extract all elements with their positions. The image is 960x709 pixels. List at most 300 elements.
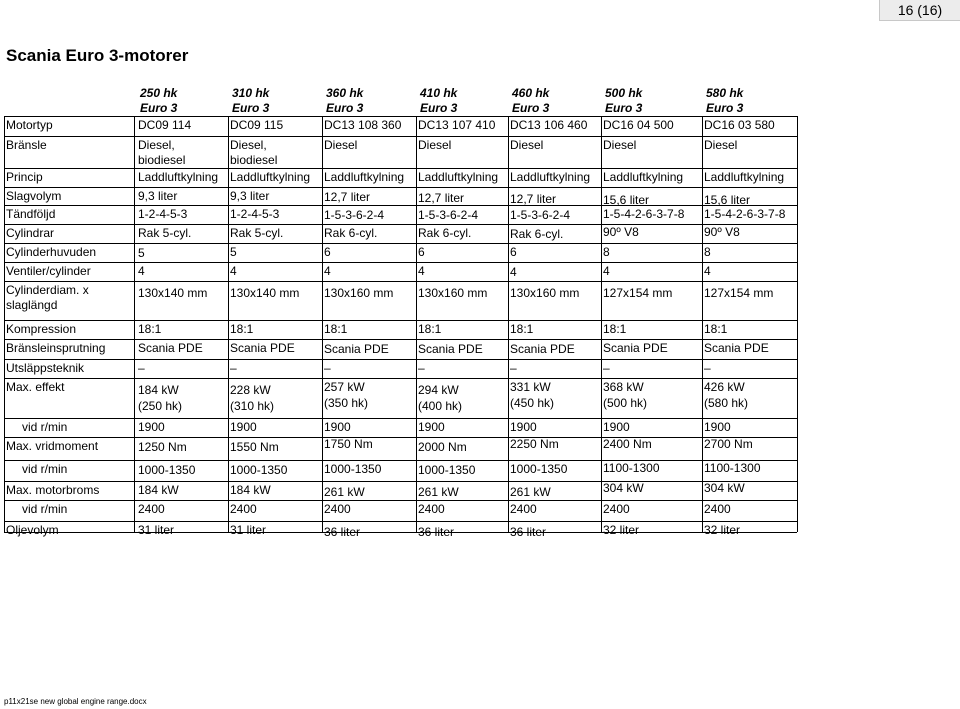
table-cell-line: 6 bbox=[510, 245, 517, 259]
table-cell-line: DC16 03 580 bbox=[704, 118, 775, 132]
table-cell-line: 1900 bbox=[138, 420, 165, 434]
row-label-line: Ventiler/cylinder bbox=[6, 264, 91, 278]
column-header-hp: 580 hk bbox=[706, 86, 744, 100]
table-cell bbox=[510, 361, 517, 376]
table-cell bbox=[704, 193, 750, 208]
row-label bbox=[6, 380, 64, 395]
table-cell-line: – bbox=[603, 361, 610, 375]
row-label-line: Max. vridmoment bbox=[6, 439, 99, 453]
table-cell-line: 1900 bbox=[324, 420, 351, 434]
table-cell bbox=[138, 170, 218, 185]
table-cell-line: 184 kW bbox=[138, 383, 179, 397]
table-cell-line: Laddluftkylning bbox=[324, 170, 405, 184]
table-cell-line: Diesel bbox=[603, 138, 637, 152]
table-cell bbox=[418, 226, 471, 241]
table-cell bbox=[418, 463, 475, 478]
table-cell bbox=[324, 420, 351, 435]
table-cell bbox=[603, 193, 649, 208]
row-label bbox=[6, 523, 59, 538]
table-cell-line: 6 bbox=[418, 245, 425, 259]
table-cell bbox=[704, 225, 740, 240]
table-cell-line: DC09 114 bbox=[138, 118, 192, 132]
column-header-hp: 500 hk bbox=[605, 86, 643, 100]
table-cell-line: 9,3 liter bbox=[230, 189, 270, 203]
table-cell bbox=[603, 118, 674, 133]
row-label-line: Max. motorbroms bbox=[6, 483, 100, 497]
table-cell bbox=[324, 502, 351, 517]
table-cell bbox=[704, 264, 711, 279]
table-cell-line: 1000-1350 bbox=[324, 462, 382, 476]
table-cell bbox=[230, 226, 283, 241]
table-cell bbox=[324, 118, 401, 133]
table-cell bbox=[418, 342, 483, 357]
column-header-hp: 310 hk bbox=[232, 86, 270, 100]
table-rule bbox=[4, 224, 797, 225]
table-cell-line: Rak 5-cyl. bbox=[138, 226, 192, 240]
row-label bbox=[6, 264, 91, 279]
table-rule bbox=[4, 481, 797, 482]
table-cell-line: 15,6 liter bbox=[704, 193, 751, 207]
table-cell bbox=[704, 207, 785, 222]
table-cell bbox=[324, 462, 381, 477]
table-cell-line: Laddluftkylning bbox=[418, 170, 499, 184]
table-cell bbox=[418, 361, 425, 376]
table-cell-line: 2400 bbox=[603, 502, 630, 516]
table-cell bbox=[418, 502, 445, 517]
table-cell-line: 2400 Nm bbox=[603, 437, 652, 451]
table-cell bbox=[230, 207, 279, 222]
row-label bbox=[6, 283, 89, 313]
table-cell bbox=[603, 138, 636, 153]
table-cell bbox=[418, 170, 498, 185]
table-cell-line: 4 bbox=[230, 264, 237, 278]
table-rule bbox=[4, 281, 797, 282]
table-cell-line: 1000-1350 bbox=[418, 463, 476, 477]
table-cell bbox=[704, 481, 745, 496]
table-cell bbox=[510, 245, 517, 260]
table-cell-line: 1000-1350 bbox=[138, 463, 196, 477]
table-cell-line: 31 liter bbox=[230, 523, 267, 537]
table-cell-line: – bbox=[418, 361, 425, 375]
table-cell-line: 18:1 bbox=[230, 322, 254, 336]
table-cell bbox=[704, 138, 737, 153]
table-cell-line: 130x160 mm bbox=[324, 286, 394, 300]
table-cell bbox=[603, 207, 684, 222]
table-cell-line: 12,7 liter bbox=[324, 190, 371, 204]
table-cell-line: 1-2-4-5-3 bbox=[138, 207, 188, 221]
table-cell-line: 261 kW bbox=[418, 485, 459, 499]
table-cell-line: 304 kW bbox=[603, 481, 644, 495]
table-cell-line: (400 hk) bbox=[418, 399, 463, 413]
table-rule bbox=[4, 262, 797, 263]
table-cell bbox=[230, 322, 253, 337]
table-cell-line: 2400 bbox=[324, 502, 351, 516]
table-cell-line: 32 liter bbox=[704, 523, 741, 537]
table-cell-line: 257 kW bbox=[324, 380, 365, 394]
table-cell bbox=[138, 322, 161, 337]
table-cell-line: 261 kW bbox=[324, 485, 365, 499]
table-cell-line: 331 kW bbox=[510, 380, 551, 394]
table-cell-line: Scania PDE bbox=[704, 341, 769, 355]
table-cell bbox=[603, 437, 652, 452]
table-cell bbox=[138, 138, 185, 168]
table-cell-line: Scania PDE bbox=[138, 341, 203, 355]
table-cell bbox=[324, 190, 370, 205]
table-cell-line: 228 kW bbox=[230, 383, 271, 397]
table-cell bbox=[230, 440, 279, 455]
table-cell bbox=[418, 208, 478, 223]
table-cell-line: 1-5-3-6-2-4 bbox=[510, 208, 571, 222]
table-cell bbox=[138, 483, 179, 498]
table-cell-line: 36 liter bbox=[418, 525, 455, 539]
table-rule bbox=[4, 521, 797, 522]
table-cell-line: (310 hk) bbox=[230, 399, 275, 413]
table-cell bbox=[138, 440, 187, 455]
table-cell bbox=[230, 383, 274, 414]
table-cell-line: DC13 106 460 bbox=[510, 118, 588, 132]
table-cell bbox=[324, 525, 360, 540]
row-label-line: Bränsle bbox=[6, 138, 47, 152]
table-cell-line: 2400 bbox=[704, 502, 731, 516]
table-cell-line: 130x140 mm bbox=[230, 286, 300, 300]
table-cell-line: Rak 5-cyl. bbox=[230, 226, 284, 240]
column-header bbox=[326, 86, 363, 116]
table-cell bbox=[704, 341, 769, 356]
table-cell bbox=[510, 485, 551, 500]
table-cell bbox=[230, 286, 299, 301]
column-header-euro: Euro 3 bbox=[420, 101, 458, 115]
table-column-rule bbox=[228, 116, 229, 532]
table-cell bbox=[510, 227, 563, 242]
table-rule bbox=[4, 168, 797, 169]
table-cell bbox=[230, 341, 295, 356]
table-cell-line: 1550 Nm bbox=[230, 440, 279, 454]
row-label-line: Slagvolym bbox=[6, 189, 62, 203]
row-label bbox=[6, 341, 105, 356]
table-cell-line: Laddluftkylning bbox=[138, 170, 219, 184]
table-cell bbox=[704, 245, 711, 260]
table-rule bbox=[4, 418, 797, 419]
table-column-rule bbox=[601, 116, 602, 532]
table-column-rule bbox=[416, 116, 417, 532]
row-label bbox=[6, 502, 67, 517]
table-cell bbox=[510, 380, 554, 411]
table-cell bbox=[510, 420, 537, 435]
table-cell bbox=[510, 437, 559, 452]
table-cell bbox=[510, 462, 567, 477]
column-header bbox=[140, 86, 177, 116]
table-cell-line: Laddluftkylning bbox=[704, 170, 785, 184]
table-cell bbox=[418, 138, 451, 153]
table-cell-line: 1-2-4-5-3 bbox=[230, 207, 280, 221]
table-cell-line: Scania PDE bbox=[324, 342, 389, 356]
table-cell-line: DC13 108 360 bbox=[324, 118, 402, 132]
table-cell-line: 1-5-4-2-6-3-7-8 bbox=[603, 207, 685, 221]
table-cell-line: 8 bbox=[704, 245, 711, 259]
column-header-hp: 360 hk bbox=[326, 86, 364, 100]
table-cell-line: 32 liter bbox=[603, 523, 640, 537]
table-cell bbox=[138, 463, 195, 478]
table-cell bbox=[510, 118, 587, 133]
row-label-line: Motortyp bbox=[6, 118, 53, 132]
table-cell-line: biodiesel bbox=[230, 153, 278, 167]
table-column-rule bbox=[797, 116, 798, 532]
row-label bbox=[6, 118, 53, 133]
table-cell-line: 4 bbox=[603, 264, 610, 278]
column-header-euro: Euro 3 bbox=[706, 101, 744, 115]
table-cell bbox=[510, 208, 570, 223]
table-cell-line: – bbox=[704, 361, 711, 375]
table-cell bbox=[138, 118, 191, 133]
table-cell-line: 1100-1300 bbox=[603, 461, 660, 475]
table-cell-line: 31 liter bbox=[138, 523, 175, 537]
table-cell-line: (580 hk) bbox=[704, 396, 749, 410]
table-cell bbox=[138, 361, 145, 376]
table-cell bbox=[324, 322, 347, 337]
table-cell bbox=[230, 118, 283, 133]
table-cell bbox=[230, 138, 277, 168]
table-cell bbox=[138, 523, 174, 538]
table-cell bbox=[510, 322, 533, 337]
column-header bbox=[605, 86, 642, 116]
row-label-line: Kompression bbox=[6, 322, 77, 336]
table-rule bbox=[4, 320, 797, 321]
table-cell bbox=[324, 380, 368, 411]
table-cell bbox=[704, 361, 711, 376]
table-cell-line: 18:1 bbox=[324, 322, 348, 336]
table-cell-line: Rak 6-cyl. bbox=[324, 226, 378, 240]
table-cell-line: 4 bbox=[324, 264, 331, 278]
table-cell-line: Diesel bbox=[510, 138, 544, 152]
table-cell-line: 90º V8 bbox=[704, 225, 740, 239]
table-cell-line: 8 bbox=[603, 245, 610, 259]
table-rule bbox=[4, 187, 797, 188]
table-cell bbox=[418, 118, 495, 133]
table-cell-line: 1750 Nm bbox=[324, 437, 373, 451]
table-cell bbox=[418, 286, 487, 301]
table-cell-line: (500 hk) bbox=[603, 396, 648, 410]
table-cell bbox=[230, 463, 287, 478]
table-cell bbox=[603, 461, 660, 476]
table-cell-line: 1900 bbox=[704, 420, 731, 434]
table-cell-line: 5 bbox=[138, 246, 145, 260]
table-cell bbox=[603, 170, 683, 185]
table-cell bbox=[418, 485, 459, 500]
table-cell-line: 2400 bbox=[510, 502, 537, 516]
row-label-line: Bränsleinsprutning bbox=[6, 341, 106, 355]
table-cell bbox=[418, 322, 441, 337]
table-cell-line: 2400 bbox=[230, 502, 257, 516]
table-cell bbox=[230, 523, 266, 538]
table-cell bbox=[603, 264, 610, 279]
table-cell-line: – bbox=[138, 361, 145, 375]
table-cell-line: 1-5-3-6-2-4 bbox=[418, 208, 479, 222]
table-cell-line: 90º V8 bbox=[603, 225, 639, 239]
table-cell bbox=[230, 361, 237, 376]
table-cell bbox=[510, 170, 590, 185]
table-cell bbox=[138, 341, 203, 356]
table-cell-line: 426 kW bbox=[704, 380, 745, 394]
column-header bbox=[512, 86, 549, 116]
table-cell-line: Diesel bbox=[324, 138, 358, 152]
table-cell bbox=[418, 383, 462, 414]
table-cell-line: 304 kW bbox=[704, 481, 745, 495]
table-cell-line: 2400 bbox=[138, 502, 165, 516]
table-cell bbox=[138, 189, 177, 204]
table-rule bbox=[4, 500, 797, 501]
table-cell bbox=[603, 341, 668, 356]
table-cell-line: 18:1 bbox=[603, 322, 627, 336]
column-header bbox=[706, 86, 743, 116]
table-cell bbox=[230, 170, 310, 185]
row-label bbox=[6, 245, 96, 260]
table-cell-line: 2000 Nm bbox=[418, 440, 467, 454]
table-cell-line: Diesel bbox=[704, 138, 738, 152]
table-cell-line: 1-5-3-6-2-4 bbox=[324, 208, 385, 222]
table-rule bbox=[4, 437, 797, 438]
table-rule bbox=[4, 243, 797, 244]
row-label-line: Tändföljd bbox=[6, 207, 56, 221]
column-header-hp: 460 hk bbox=[512, 86, 550, 100]
table-rule bbox=[4, 339, 797, 340]
table-cell-line: Scania PDE bbox=[603, 341, 668, 355]
table-cell-line: 1900 bbox=[418, 420, 445, 434]
table-cell-line: 2250 Nm bbox=[510, 437, 559, 451]
table-cell-line: biodiesel bbox=[138, 153, 186, 167]
row-label bbox=[6, 170, 43, 185]
table-rule bbox=[4, 532, 797, 533]
engine-spec-table bbox=[0, 86, 960, 539]
table-cell bbox=[324, 245, 331, 260]
table-cell-line: 6 bbox=[324, 245, 331, 259]
table-cell bbox=[324, 208, 384, 223]
table-cell-line: 18:1 bbox=[138, 322, 162, 336]
table-cell bbox=[324, 170, 404, 185]
table-cell-line: 184 kW bbox=[230, 483, 271, 497]
table-cell bbox=[138, 246, 145, 261]
table-cell bbox=[510, 138, 543, 153]
table-cell bbox=[418, 245, 425, 260]
table-cell bbox=[138, 383, 182, 414]
row-label bbox=[6, 361, 84, 376]
row-label bbox=[6, 189, 61, 204]
table-cell-line: DC16 04 500 bbox=[603, 118, 674, 132]
table-cell-line: Scania PDE bbox=[230, 341, 295, 355]
table-cell-line: 130x160 mm bbox=[510, 286, 580, 300]
table-cell bbox=[704, 286, 773, 301]
row-label-line: Utsläppsteknik bbox=[6, 361, 85, 375]
table-cell bbox=[603, 523, 639, 538]
table-cell bbox=[230, 483, 271, 498]
table-cell bbox=[324, 361, 331, 376]
table-cell bbox=[603, 361, 610, 376]
table-cell bbox=[603, 420, 630, 435]
table-cell-line: 36 liter bbox=[324, 525, 361, 539]
table-cell-line: 4 bbox=[418, 264, 425, 278]
table-cell bbox=[138, 502, 165, 517]
table-cell bbox=[138, 286, 207, 301]
row-label bbox=[6, 322, 76, 337]
table-cell-line: 18:1 bbox=[510, 322, 534, 336]
column-header-hp: 250 hk bbox=[140, 86, 178, 100]
row-label-line: Max. effekt bbox=[6, 380, 65, 394]
table-rule bbox=[4, 460, 797, 461]
table-cell-line: 368 kW bbox=[603, 380, 644, 394]
table-cell bbox=[138, 264, 145, 279]
table-cell-line: Diesel bbox=[418, 138, 452, 152]
table-cell bbox=[138, 207, 187, 222]
table-cell bbox=[603, 481, 644, 496]
table-cell-line: 1100-1300 bbox=[704, 461, 761, 475]
column-header-hp: 410 hk bbox=[420, 86, 458, 100]
column-header bbox=[420, 86, 457, 116]
table-cell bbox=[418, 191, 464, 206]
table-cell bbox=[510, 286, 579, 301]
table-cell-line: Laddluftkylning bbox=[510, 170, 591, 184]
page-number: 16 (16) bbox=[879, 0, 960, 21]
table-cell-line: 5 bbox=[230, 245, 237, 259]
table-cell bbox=[230, 420, 257, 435]
table-cell-line: Rak 6-cyl. bbox=[418, 226, 472, 240]
table-cell-line: 1250 Nm bbox=[138, 440, 187, 454]
row-label bbox=[6, 439, 98, 454]
table-cell bbox=[138, 226, 191, 241]
table-cell bbox=[230, 245, 237, 260]
table-cell bbox=[704, 170, 784, 185]
table-cell-line: DC09 115 bbox=[230, 118, 284, 132]
table-cell-line: 18:1 bbox=[704, 322, 728, 336]
table-cell bbox=[603, 502, 630, 517]
table-cell bbox=[230, 502, 257, 517]
table-cell-line: 15,6 liter bbox=[603, 193, 650, 207]
table-cell bbox=[324, 342, 389, 357]
table-cell-line: 4 bbox=[704, 264, 711, 278]
table-cell-line: (450 hk) bbox=[510, 396, 555, 410]
table-cell bbox=[704, 461, 761, 476]
table-cell bbox=[603, 380, 647, 411]
row-label bbox=[6, 207, 55, 222]
table-cell-line: 2400 bbox=[418, 502, 445, 516]
table-cell-line: 1000-1350 bbox=[230, 463, 288, 477]
table-cell bbox=[230, 264, 237, 279]
table-cell-line: 12,7 liter bbox=[418, 191, 465, 205]
table-cell bbox=[704, 380, 748, 411]
table-cell-line: 18:1 bbox=[418, 322, 442, 336]
table-cell bbox=[510, 192, 556, 207]
table-column-rule bbox=[508, 116, 509, 532]
row-label-line: vid r/min bbox=[22, 462, 68, 476]
row-label-line: slaglängd bbox=[6, 298, 58, 312]
table-cell bbox=[418, 420, 445, 435]
table-cell-line: – bbox=[510, 361, 517, 375]
table-cell bbox=[324, 485, 365, 500]
column-header-euro: Euro 3 bbox=[605, 101, 643, 115]
table-cell-line: Rak 6-cyl. bbox=[510, 227, 564, 241]
row-label bbox=[6, 138, 47, 153]
table-cell bbox=[324, 286, 393, 301]
table-cell bbox=[138, 420, 165, 435]
table-cell-line: 1900 bbox=[230, 420, 257, 434]
table-column-rule bbox=[322, 116, 323, 532]
table-cell bbox=[704, 523, 740, 538]
table-cell-line: 9,3 liter bbox=[138, 189, 178, 203]
table-cell bbox=[603, 245, 610, 260]
column-header-euro: Euro 3 bbox=[232, 101, 270, 115]
column-header-euro: Euro 3 bbox=[326, 101, 364, 115]
document-title: Scania Euro 3-motorer bbox=[6, 46, 189, 65]
table-rule bbox=[4, 378, 797, 379]
table-cell bbox=[704, 322, 727, 337]
